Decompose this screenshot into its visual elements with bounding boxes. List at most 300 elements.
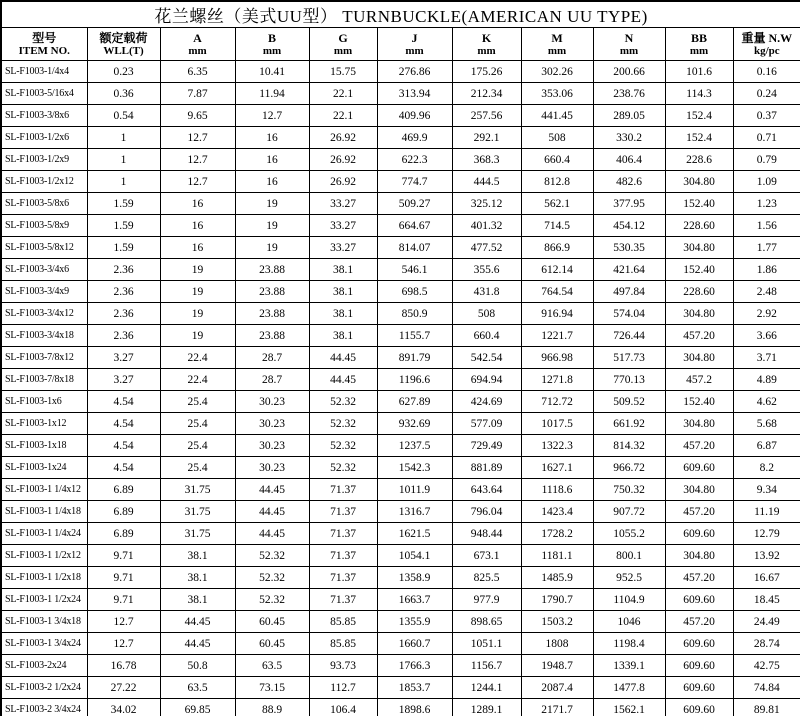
item-no-cell: SL-F1003-1 3/4x24 — [1, 633, 87, 655]
value-cell: 38.1 — [160, 567, 235, 589]
value-cell: 517.73 — [593, 347, 665, 369]
value-cell: 25.4 — [160, 457, 235, 479]
value-cell: 609.60 — [665, 589, 733, 611]
value-cell: 562.1 — [521, 193, 593, 215]
value-cell: 16 — [235, 149, 309, 171]
value-cell: 1355.9 — [377, 611, 452, 633]
value-cell: 1423.4 — [521, 501, 593, 523]
value-cell: 12.7 — [160, 171, 235, 193]
value-cell: 30.23 — [235, 413, 309, 435]
value-cell: 89.81 — [733, 699, 800, 716]
value-cell: 19 — [160, 303, 235, 325]
value-cell: 509.52 — [593, 391, 665, 413]
value-cell: 406.4 — [593, 149, 665, 171]
table-row — [1, 611, 800, 633]
value-cell: 1948.7 — [521, 655, 593, 677]
value-cell: 313.94 — [377, 83, 452, 105]
value-cell: 1358.9 — [377, 567, 452, 589]
value-cell: 6.89 — [87, 523, 160, 545]
value-cell: 1.09 — [733, 171, 800, 193]
value-cell: 1621.5 — [377, 523, 452, 545]
value-cell: 23.88 — [235, 325, 309, 347]
value-cell: 948.44 — [452, 523, 521, 545]
table-row — [1, 457, 800, 479]
table-row — [1, 193, 800, 215]
value-cell: 11.19 — [733, 501, 800, 523]
value-cell: 1 — [87, 149, 160, 171]
value-cell: 952.5 — [593, 567, 665, 589]
column-header-mm — [235, 28, 309, 61]
value-cell: 152.40 — [665, 391, 733, 413]
value-cell: 796.04 — [452, 501, 521, 523]
value-cell: 712.72 — [521, 391, 593, 413]
value-cell: 4.54 — [87, 391, 160, 413]
value-cell: 770.13 — [593, 369, 665, 391]
table-row — [1, 413, 800, 435]
value-cell: 38.1 — [160, 545, 235, 567]
value-cell: 1237.5 — [377, 435, 452, 457]
value-cell: 276.86 — [377, 61, 452, 83]
value-cell: 22.4 — [160, 369, 235, 391]
value-cell: 1046 — [593, 611, 665, 633]
value-cell: 457.2 — [665, 369, 733, 391]
value-cell: 228.60 — [665, 215, 733, 237]
item-no-cell: SL-F1003-5/8x9 — [1, 215, 87, 237]
value-cell: 1051.1 — [452, 633, 521, 655]
column-header-line1: G — [338, 30, 348, 45]
value-cell: 228.60 — [665, 281, 733, 303]
value-cell: 469.9 — [377, 127, 452, 149]
item-no-cell: SL-F1003-1x18 — [1, 435, 87, 457]
value-cell: 44.45 — [160, 611, 235, 633]
value-cell: 1.86 — [733, 259, 800, 281]
value-cell: 2.36 — [87, 303, 160, 325]
column-header-line2: kg/pc — [753, 44, 780, 57]
value-cell: 23.88 — [235, 303, 309, 325]
value-cell: 6.89 — [87, 479, 160, 501]
item-no-cell: SL-F1003-1x24 — [1, 457, 87, 479]
value-cell: 643.64 — [452, 479, 521, 501]
value-cell: 31.75 — [160, 523, 235, 545]
value-cell: 44.45 — [235, 501, 309, 523]
value-cell: 774.7 — [377, 171, 452, 193]
value-cell: 457.20 — [665, 435, 733, 457]
value-cell: 304.80 — [665, 545, 733, 567]
value-cell: 542.54 — [452, 347, 521, 369]
value-cell: 0.23 — [87, 61, 160, 83]
value-cell: 304.80 — [665, 303, 733, 325]
item-no-cell: SL-F1003-1/4x4 — [1, 61, 87, 83]
value-cell: 850.9 — [377, 303, 452, 325]
table-row — [1, 545, 800, 567]
value-cell: 457.20 — [665, 325, 733, 347]
value-cell: 457.20 — [665, 567, 733, 589]
value-cell: 726.44 — [593, 325, 665, 347]
value-cell: 38.1 — [160, 589, 235, 611]
value-cell: 1660.7 — [377, 633, 452, 655]
value-cell: 825.5 — [452, 567, 521, 589]
header-row — [1, 28, 800, 61]
value-cell: 12.7 — [160, 127, 235, 149]
value-cell: 44.45 — [235, 479, 309, 501]
value-cell: 1627.1 — [521, 457, 593, 479]
item-no-cell: SL-F1003-2 3/4x24 — [1, 699, 87, 716]
value-cell: 1196.6 — [377, 369, 452, 391]
item-no-cell: SL-F1003-3/4x9 — [1, 281, 87, 303]
value-cell: 609.60 — [665, 523, 733, 545]
value-cell: 304.80 — [665, 479, 733, 501]
value-cell: 1289.1 — [452, 699, 521, 716]
value-cell: 1156.7 — [452, 655, 521, 677]
value-cell: 891.79 — [377, 347, 452, 369]
value-cell: 8.2 — [733, 457, 800, 479]
table-row — [1, 303, 800, 325]
value-cell: 9.34 — [733, 479, 800, 501]
value-cell: 0.79 — [733, 149, 800, 171]
column-header-mm — [377, 28, 452, 61]
value-cell: 2.36 — [87, 325, 160, 347]
value-cell: 0.37 — [733, 105, 800, 127]
value-cell: 6.89 — [87, 501, 160, 523]
value-cell: 63.5 — [235, 655, 309, 677]
item-no-cell: SL-F1003-1 1/2x24 — [1, 589, 87, 611]
value-cell: 11.94 — [235, 83, 309, 105]
value-cell: 63.5 — [160, 677, 235, 699]
value-cell: 50.8 — [160, 655, 235, 677]
column-header-mm — [521, 28, 593, 61]
value-cell: 814.32 — [593, 435, 665, 457]
value-cell: 3.66 — [733, 325, 800, 347]
table-row — [1, 347, 800, 369]
table-row — [1, 479, 800, 501]
value-cell: 664.67 — [377, 215, 452, 237]
value-cell: 750.32 — [593, 479, 665, 501]
table-row — [1, 677, 800, 699]
item-no-cell: SL-F1003-5/16x4 — [1, 83, 87, 105]
value-cell: 38.1 — [309, 303, 377, 325]
value-cell: 25.4 — [160, 413, 235, 435]
value-cell: 1.59 — [87, 237, 160, 259]
value-cell: 13.92 — [733, 545, 800, 567]
value-cell: 4.54 — [87, 413, 160, 435]
value-cell: 612.14 — [521, 259, 593, 281]
item-no-cell: SL-F1003-1 1/2x12 — [1, 545, 87, 567]
column-header-line1: B — [267, 30, 276, 45]
table-row — [1, 215, 800, 237]
value-cell: 866.9 — [521, 237, 593, 259]
value-cell: 898.65 — [452, 611, 521, 633]
value-cell: 71.37 — [309, 501, 377, 523]
column-header-line2: mm — [689, 44, 709, 57]
value-cell: 627.89 — [377, 391, 452, 413]
title-row — [1, 1, 800, 28]
value-cell: 52.32 — [309, 413, 377, 435]
table-row — [1, 523, 800, 545]
value-cell: 9.71 — [87, 567, 160, 589]
value-cell: 16 — [160, 215, 235, 237]
column-header-line1: A — [193, 30, 202, 45]
value-cell: 609.60 — [665, 677, 733, 699]
value-cell: 977.9 — [452, 589, 521, 611]
value-cell: 292.1 — [452, 127, 521, 149]
table-row — [1, 149, 800, 171]
value-cell: 16.67 — [733, 567, 800, 589]
value-cell: 42.75 — [733, 655, 800, 677]
value-cell: 212.34 — [452, 83, 521, 105]
value-cell: 1562.1 — [593, 699, 665, 716]
column-header-line1: K — [481, 30, 492, 45]
value-cell: 660.4 — [521, 149, 593, 171]
value-cell: 477.52 — [452, 237, 521, 259]
value-cell: 1271.8 — [521, 369, 593, 391]
column-header-line1: 型号 — [32, 30, 57, 45]
value-cell: 38.1 — [309, 325, 377, 347]
value-cell: 71.37 — [309, 545, 377, 567]
value-cell: 304.80 — [665, 171, 733, 193]
value-cell: 4.54 — [87, 457, 160, 479]
value-cell: 9.71 — [87, 589, 160, 611]
value-cell: 1542.3 — [377, 457, 452, 479]
value-cell: 1155.7 — [377, 325, 452, 347]
item-no-cell: SL-F1003-3/4x12 — [1, 303, 87, 325]
value-cell: 497.84 — [593, 281, 665, 303]
value-cell: 3.27 — [87, 347, 160, 369]
value-cell: 1898.6 — [377, 699, 452, 716]
value-cell: 6.35 — [160, 61, 235, 83]
table-row — [1, 567, 800, 589]
page-title: 花兰螺丝（美式UU型） TURNBUCKLE(AMERICAN UU TYPE) — [1, 1, 800, 28]
column-header-line2: WLL(T) — [103, 44, 144, 57]
table-row — [1, 105, 800, 127]
column-header-line1: 重量 N.W — [741, 30, 793, 45]
value-cell: 23.88 — [235, 259, 309, 281]
value-cell: 30.23 — [235, 457, 309, 479]
item-no-cell: SL-F1003-1 1/4x24 — [1, 523, 87, 545]
value-cell: 33.27 — [309, 215, 377, 237]
value-cell: 457.20 — [665, 611, 733, 633]
table-row — [1, 369, 800, 391]
table-row — [1, 127, 800, 149]
value-cell: 3.27 — [87, 369, 160, 391]
value-cell: 932.69 — [377, 413, 452, 435]
table-row — [1, 237, 800, 259]
value-cell: 1477.8 — [593, 677, 665, 699]
value-cell: 1790.7 — [521, 589, 593, 611]
value-cell: 34.02 — [87, 699, 160, 716]
value-cell: 73.15 — [235, 677, 309, 699]
item-no-cell: SL-F1003-3/4x6 — [1, 259, 87, 281]
value-cell: 19 — [235, 193, 309, 215]
value-cell: 200.66 — [593, 61, 665, 83]
value-cell: 530.35 — [593, 237, 665, 259]
value-cell: 30.23 — [235, 391, 309, 413]
value-cell: 52.32 — [309, 435, 377, 457]
column-header-line1: J — [411, 30, 418, 45]
value-cell: 916.94 — [521, 303, 593, 325]
value-cell: 1766.3 — [377, 655, 452, 677]
value-cell: 1181.1 — [521, 545, 593, 567]
value-cell: 353.06 — [521, 83, 593, 105]
value-cell: 424.69 — [452, 391, 521, 413]
value-cell: 238.76 — [593, 83, 665, 105]
value-cell: 16 — [160, 237, 235, 259]
column-header-mm — [452, 28, 521, 61]
value-cell: 22.4 — [160, 347, 235, 369]
value-cell: 19 — [160, 325, 235, 347]
item-no-cell: SL-F1003-3/8x6 — [1, 105, 87, 127]
item-no-cell: SL-F1003-2 1/2x24 — [1, 677, 87, 699]
value-cell: 508 — [521, 127, 593, 149]
column-header-kg-pc — [733, 28, 800, 61]
table-row — [1, 501, 800, 523]
table-row — [1, 325, 800, 347]
value-cell: 23.88 — [235, 281, 309, 303]
value-cell: 5.68 — [733, 413, 800, 435]
value-cell: 1 — [87, 127, 160, 149]
column-header-line2: ITEM NO. — [18, 44, 70, 57]
value-cell: 1485.9 — [521, 567, 593, 589]
item-no-cell: SL-F1003-1 3/4x18 — [1, 611, 87, 633]
value-cell: 302.26 — [521, 61, 593, 83]
column-header-line1: 额定载荷 — [99, 30, 148, 45]
value-cell: 814.07 — [377, 237, 452, 259]
table-row — [1, 61, 800, 83]
value-cell: 812.8 — [521, 171, 593, 193]
value-cell: 1.56 — [733, 215, 800, 237]
value-cell: 44.45 — [235, 523, 309, 545]
value-cell: 0.54 — [87, 105, 160, 127]
value-cell: 508 — [452, 303, 521, 325]
value-cell: 3.71 — [733, 347, 800, 369]
value-cell: 9.71 — [87, 545, 160, 567]
value-cell: 25.4 — [160, 435, 235, 457]
value-cell: 609.60 — [665, 457, 733, 479]
value-cell: 729.49 — [452, 435, 521, 457]
value-cell: 31.75 — [160, 501, 235, 523]
column-header-mm — [593, 28, 665, 61]
value-cell: 1853.7 — [377, 677, 452, 699]
value-cell: 85.85 — [309, 633, 377, 655]
value-cell: 257.56 — [452, 105, 521, 127]
value-cell: 52.32 — [235, 545, 309, 567]
column-header-line1: M — [551, 30, 563, 45]
column-header-mm — [309, 28, 377, 61]
value-cell: 304.80 — [665, 347, 733, 369]
value-cell: 12.7 — [87, 611, 160, 633]
value-cell: 1198.4 — [593, 633, 665, 655]
item-no-cell: SL-F1003-1 1/4x18 — [1, 501, 87, 523]
value-cell: 2.48 — [733, 281, 800, 303]
value-cell: 0.16 — [733, 61, 800, 83]
column-header-mm — [160, 28, 235, 61]
value-cell: 60.45 — [235, 633, 309, 655]
value-cell: 2.36 — [87, 281, 160, 303]
value-cell: 421.64 — [593, 259, 665, 281]
value-cell: 800.1 — [593, 545, 665, 567]
value-cell: 1503.2 — [521, 611, 593, 633]
value-cell: 152.4 — [665, 127, 733, 149]
value-cell: 19 — [235, 215, 309, 237]
value-cell: 18.45 — [733, 589, 800, 611]
value-cell: 1104.9 — [593, 589, 665, 611]
item-no-cell: SL-F1003-1x12 — [1, 413, 87, 435]
column-header-line2: mm — [333, 44, 353, 57]
value-cell: 304.80 — [665, 237, 733, 259]
value-cell: 25.4 — [160, 391, 235, 413]
value-cell: 16.78 — [87, 655, 160, 677]
table-row — [1, 699, 800, 716]
table-row — [1, 83, 800, 105]
item-no-cell: SL-F1003-1 1/4x12 — [1, 479, 87, 501]
item-no-cell: SL-F1003-3/4x18 — [1, 325, 87, 347]
value-cell: 574.04 — [593, 303, 665, 325]
value-cell: 9.65 — [160, 105, 235, 127]
value-cell: 33.27 — [309, 193, 377, 215]
value-cell: 2087.4 — [521, 677, 593, 699]
value-cell: 2.36 — [87, 259, 160, 281]
value-cell: 175.26 — [452, 61, 521, 83]
value-cell: 482.6 — [593, 171, 665, 193]
value-cell: 24.49 — [733, 611, 800, 633]
value-cell: 698.5 — [377, 281, 452, 303]
value-cell: 15.75 — [309, 61, 377, 83]
value-cell: 673.1 — [452, 545, 521, 567]
value-cell: 1.59 — [87, 215, 160, 237]
value-cell: 27.22 — [87, 677, 160, 699]
table-row — [1, 171, 800, 193]
value-cell: 1054.1 — [377, 545, 452, 567]
value-cell: 1663.7 — [377, 589, 452, 611]
value-cell: 966.98 — [521, 347, 593, 369]
value-cell: 622.3 — [377, 149, 452, 171]
value-cell: 52.32 — [235, 567, 309, 589]
value-cell: 74.84 — [733, 677, 800, 699]
value-cell: 325.12 — [452, 193, 521, 215]
column-header-wll-t — [87, 28, 160, 61]
value-cell: 26.92 — [309, 149, 377, 171]
table-row — [1, 391, 800, 413]
item-no-cell: SL-F1003-5/8x12 — [1, 237, 87, 259]
value-cell: 1339.1 — [593, 655, 665, 677]
value-cell: 71.37 — [309, 589, 377, 611]
value-cell: 33.27 — [309, 237, 377, 259]
value-cell: 71.37 — [309, 479, 377, 501]
value-cell: 409.96 — [377, 105, 452, 127]
value-cell: 289.05 — [593, 105, 665, 127]
value-cell: 71.37 — [309, 567, 377, 589]
value-cell: 28.74 — [733, 633, 800, 655]
value-cell: 19 — [235, 237, 309, 259]
value-cell: 16 — [235, 171, 309, 193]
table-body — [1, 61, 800, 716]
item-no-cell: SL-F1003-1/2x6 — [1, 127, 87, 149]
column-header-line2: mm — [547, 44, 567, 57]
value-cell: 12.79 — [733, 523, 800, 545]
item-no-cell: SL-F1003-1 1/2x18 — [1, 567, 87, 589]
value-cell: 38.1 — [309, 281, 377, 303]
value-cell: 22.1 — [309, 83, 377, 105]
value-cell: 228.6 — [665, 149, 733, 171]
value-cell: 16 — [235, 127, 309, 149]
value-cell: 454.12 — [593, 215, 665, 237]
column-header-line1: N — [624, 30, 634, 45]
item-no-cell: SL-F1003-7/8x12 — [1, 347, 87, 369]
value-cell: 401.32 — [452, 215, 521, 237]
value-cell: 52.32 — [309, 391, 377, 413]
value-cell: 28.7 — [235, 369, 309, 391]
item-no-cell: SL-F1003-1/2x12 — [1, 171, 87, 193]
value-cell: 44.45 — [309, 347, 377, 369]
